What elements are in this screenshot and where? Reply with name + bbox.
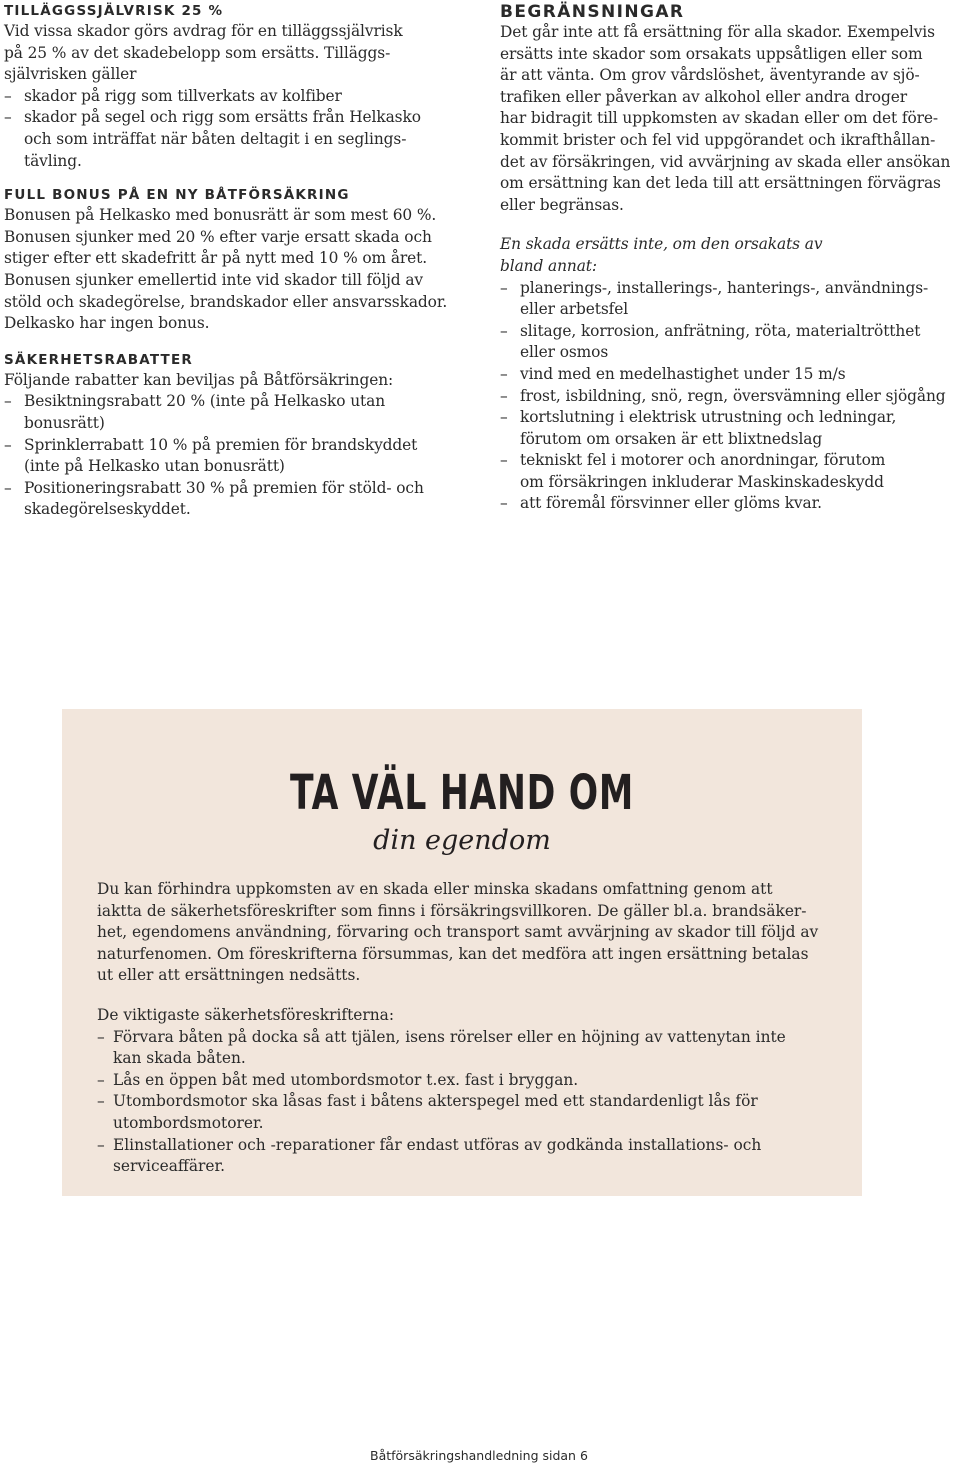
list-item: – att föremål försvinner eller glöms kvar. (500, 493, 960, 515)
paragraph-line: het, egendomens användning, förvaring och transport samt avvärjning av skador till följd av (97, 923, 819, 942)
list-item-continuation: om försäkringen inkluderar Maskinskadeskydd (520, 472, 884, 491)
paragraph-line: Det går inte att få ersättning för alla skador. Exempelvis (500, 23, 935, 41)
section-heading-sakerhetsrabatter: SÄKERHETSRABATTER (4, 351, 193, 368)
list-item: – Besiktningsrabatt 20 % (inte på Helkasko utan (4, 391, 466, 413)
callout-subtitle: din egendom (373, 825, 551, 856)
list-item-continuation: utombordsmotorer. (113, 1113, 264, 1132)
list-item: – Förvara båten på docka så att tjälen, isens rörelser eller en höjning av vattenytan inte (97, 1027, 827, 1049)
italic-intro-line: bland annat: (500, 256, 597, 275)
paragraph-line: Bonusen sjunker emellertid inte vid skador till följd av (4, 270, 424, 289)
list-item-continuation: kan skada båten. (113, 1049, 246, 1068)
list-item-continuation: och som inträffat när båten deltagit i en seglings- (24, 129, 407, 148)
section-heading-tillaggssjalvrisk: TILLÄGGSSJÄLVRISK 25 % (4, 3, 224, 19)
dash-bullet: – (97, 1135, 105, 1154)
section-heading-begransningar: BEGRÄNSNINGAR (500, 2, 685, 22)
list-item-continuation: (inte på Helkasko utan bonusrätt) (24, 457, 285, 476)
list-item: – Lås en öppen båt med utombordsmotor t.ex. fast i bryggan. (97, 1070, 827, 1092)
dash-bullet: – (97, 1070, 105, 1089)
list-item: – Sprinklerrabatt 10 % på premien för brandskyddet (4, 435, 466, 457)
paragraph-line: på 25 % av det skadebelopp som ersätts. Tilläggs- (4, 43, 391, 62)
list-item: – skador på segel och rigg som ersätts från Helkasko (4, 107, 466, 129)
paragraph-line: Följande rabatter kan beviljas på Båtförsäkringen: (4, 370, 394, 389)
list-item: – Positioneringsrabatt 30 % på premien för stöld- och (4, 478, 466, 500)
dash-bullet: – (4, 108, 12, 127)
paragraph-line: iaktta de säkerhetsföreskrifter som finns i försäkringsvillkoren. De gäller bl.a. brandsäker- (97, 901, 807, 920)
paragraph-line: trafiken eller påverkan av alkohol eller andra droger (500, 87, 907, 106)
list-item-continuation: tävling. (24, 151, 82, 170)
paragraph-line: stiger efter ett skadefritt år på nytt med 10 % om året. (4, 249, 428, 268)
list-item: – slitage, korrosion, anfrätning, röta, materialtrötthet (500, 321, 960, 343)
left-column (4, 2, 466, 521)
paragraph-line: Vid vissa skador görs avdrag för en tilläggssjälvrisk (4, 22, 403, 40)
safety-callout-box (62, 709, 862, 1196)
paragraph-line: kommit brister och fel vid uppgörandet och ikrafthållan- (500, 130, 936, 149)
dash-bullet: – (4, 478, 12, 497)
paragraph-line: ut eller att ersättningen nedsätts. (97, 966, 361, 985)
list-item-continuation: förutom om orsaken är ett blixtnedslag (520, 429, 823, 448)
callout-body (97, 879, 827, 1178)
dash-bullet: – (500, 321, 508, 340)
dash-bullet: – (4, 392, 12, 411)
paragraph-line: stöld och skadegörelse, brandskador eller ansvarsskador. (4, 292, 448, 311)
dash-bullet: – (97, 1092, 105, 1111)
section-heading-full-bonus: FULL BONUS PÅ EN NY BÅTFÖRSÄKRING (4, 187, 350, 204)
callout-title: TA VÄL HAND OM (289, 765, 635, 821)
dash-bullet: – (500, 364, 508, 383)
list-item: – vind med en medelhastighet under 15 m/s (500, 364, 960, 386)
list-item-continuation: eller arbetsfel (520, 300, 629, 319)
paragraph-line: eller begränsas. (500, 195, 624, 214)
dash-bullet: – (500, 451, 508, 470)
paragraph-line: ersätts inte skador som orsakats uppsåtligen eller som (500, 44, 923, 63)
list-item-continuation: serviceaffärer. (113, 1157, 226, 1176)
list-item: – Elinstallationer och -reparationer får endast utföras av godkända installations- och (97, 1135, 827, 1157)
list-item: – planerings-, installerings-, hanterings-, användnings- (500, 278, 960, 300)
list-item-continuation: bonusrätt) (24, 413, 105, 432)
dash-bullet: – (500, 494, 508, 513)
list-intro: De viktigaste säkerhetsföreskrifterna: (97, 1005, 395, 1024)
paragraph-line: har bidragit till uppkomsten av skadan eller om det före- (500, 109, 939, 128)
paragraph-line: naturfenomen. Om föreskrifterna försummas, kan det medföra att ingen ersättning betalas (97, 944, 809, 963)
paragraph-line: om ersättning kan det leda till att ersättningen förvägras (500, 174, 941, 193)
paragraph-line: Bonusen på Helkasko med bonusrätt är som mest 60 %. (4, 206, 437, 225)
page-footer: Båtförsäkringshandledning sidan 6 (370, 1448, 588, 1463)
list-item-continuation: eller osmos (520, 343, 609, 362)
dash-bullet: – (500, 278, 508, 297)
list-item: – frost, isbildning, snö, regn, översvämning eller sjögång (500, 386, 960, 408)
dash-bullet: – (500, 408, 508, 427)
list-item-continuation: skadegörelseskyddet. (24, 500, 191, 519)
list-item: – skador på rigg som tillverkats av kolfiber (4, 86, 466, 108)
paragraph-line: det av försäkringen, vid avvärjning av skada eller ansökan (500, 152, 951, 171)
list-item: – kortslutning i elektrisk utrustning och ledningar, (500, 407, 960, 429)
paragraph-line: är att vänta. Om grov vårdslöshet, äventyrande av sjö- (500, 66, 920, 85)
list-item: – tekniskt fel i motorer och anordningar, förutom (500, 450, 960, 472)
right-column (500, 2, 960, 515)
paragraph-line: Delkasko har ingen bonus. (4, 314, 210, 333)
italic-intro-line: En skada ersätts inte, om den orsakats av (500, 235, 823, 254)
paragraph-line: Bonusen sjunker med 20 % efter varje ersatt skada och (4, 227, 432, 246)
dash-bullet: – (4, 86, 12, 105)
paragraph-line: självrisken gäller (4, 65, 137, 84)
dash-bullet: – (4, 435, 12, 454)
dash-bullet: – (500, 386, 508, 405)
dash-bullet: – (97, 1027, 105, 1046)
list-item: – Utombordsmotor ska låsas fast i båtens akterspegel med ett standardenligt lås för (97, 1091, 827, 1113)
paragraph-line: Du kan förhindra uppkomsten av en skada eller minska skadans omfattning genom att (97, 880, 773, 898)
